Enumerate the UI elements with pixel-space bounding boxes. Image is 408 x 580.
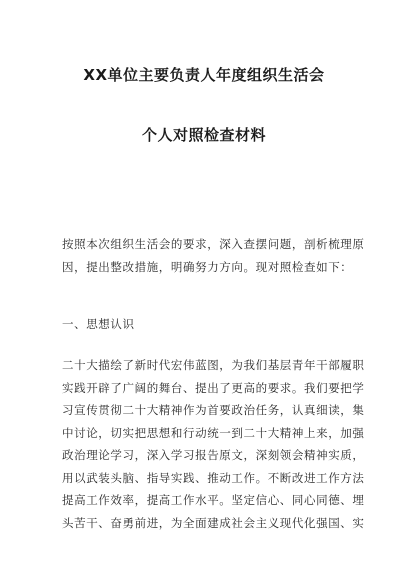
body-line: 提高工作效率，提高工作水平。坚定信心、同心同德、埋 [62,493,365,507]
body-line: 实践开辟了广阔的舞台、提出了更高的要求。我们要把学 [62,380,365,395]
intro-paragraph [62,233,365,278]
body-line: 政治理论学习，深入学习报告原文，深刻领会精神实质， [62,448,365,462]
intro-line: 按照本次组织生活会的要求，深入查摆问题，剖析梳理原 [62,237,365,251]
body-line: 中讨论，切实把思想和行动统一到二十大精神上来，加强 [62,425,365,440]
body-line: 用以武装头脑、指导实践、推动工作。不断改进工作方法 [62,470,365,485]
section-heading-text: 一、思想认识 [62,317,135,331]
body-line: 习宣传贯彻二十大精神作为首要政治任务，认真细读，集 [62,403,365,417]
body-line: 头苦干、奋勇前进，为全面建成社会主义现代化强国、实 [62,515,365,530]
section-body-paragraph [62,354,365,534]
intro-line: 因，提出整改措施，明确努力方向。现对照检查如下： [62,259,353,274]
document-title-line-2: 个人对照检查材料 [141,126,266,144]
document-title-line-1: XX单位主要负责人年度组织生活会 [83,66,325,84]
section-heading [62,313,354,336]
body-line: 二十大描绘了新时代宏伟蓝图，为我们基层青年干部履职 [62,358,365,372]
